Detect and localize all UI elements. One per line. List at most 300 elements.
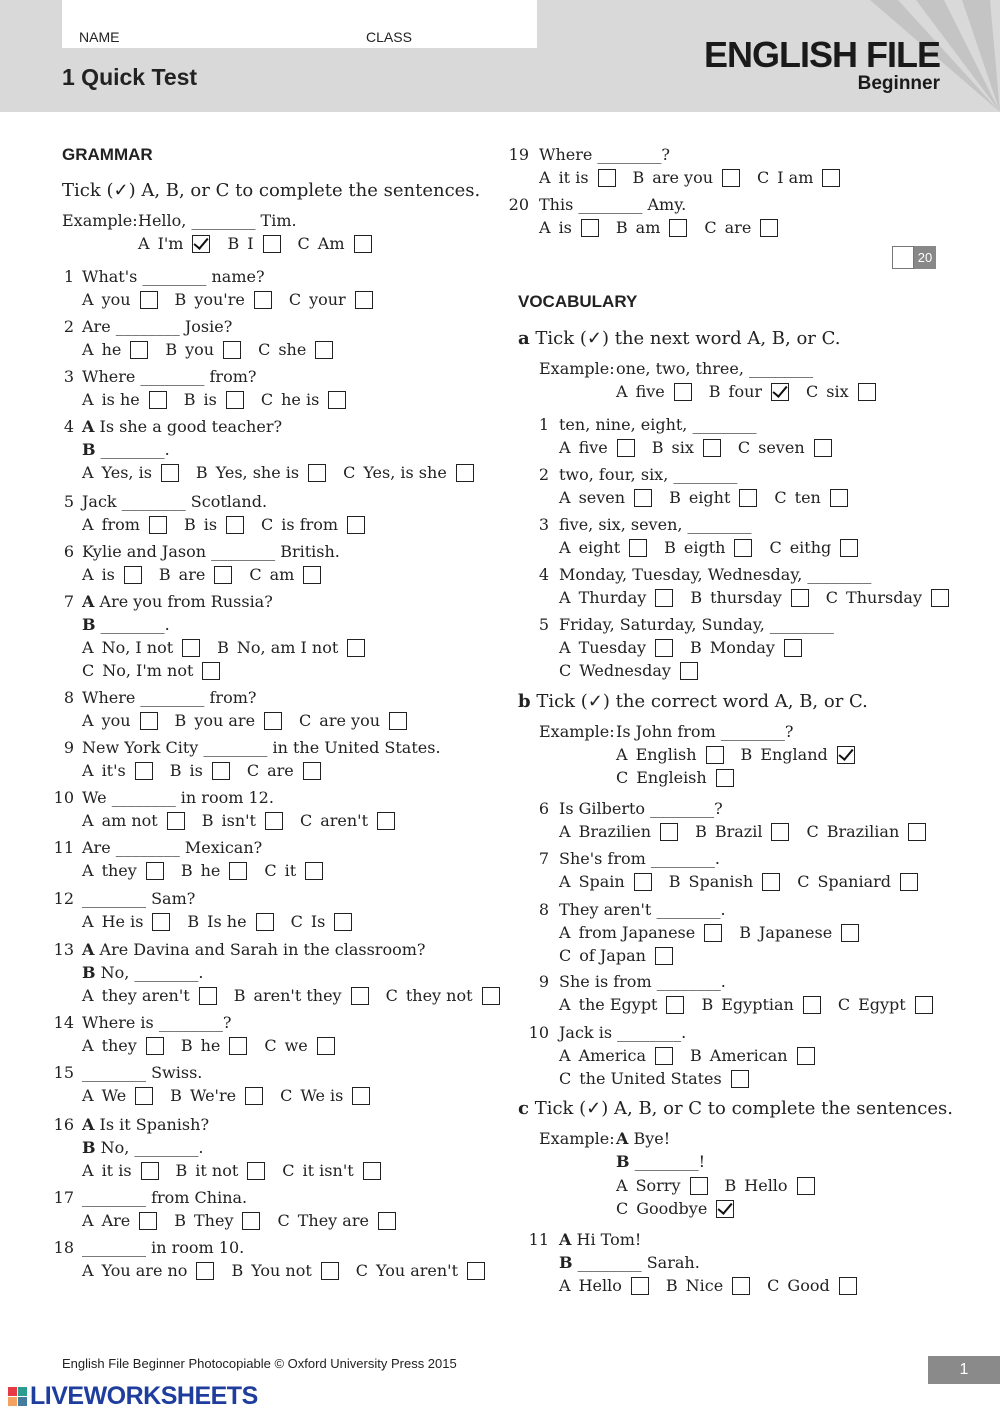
- grammar-q14-option-b[interactable]: [181, 1036, 248, 1056]
- vocab-c-instruction-text: Tick (✓) A, B, or C to complete the sentences.: [528, 1098, 953, 1119]
- grammar-q18-option-a[interactable]: [82, 1261, 214, 1281]
- checkbox-icon[interactable]: [212, 762, 230, 780]
- speaker-text: ________!: [629, 1152, 706, 1171]
- grammar-q2-option-c[interactable]: [258, 340, 333, 360]
- grammar-q13-option-a[interactable]: [82, 986, 217, 1006]
- grammar-q9-option-c[interactable]: [247, 761, 321, 781]
- checkbox-icon[interactable]: [629, 539, 647, 557]
- vocab-q2-option-c[interactable]: [774, 488, 847, 508]
- option-letter: B: [233, 986, 246, 1005]
- checked-checkbox-icon[interactable]: [837, 746, 855, 764]
- checkbox-icon[interactable]: [841, 924, 859, 942]
- checkbox-icon[interactable]: [631, 1277, 649, 1295]
- grammar-q1-option-a[interactable]: [82, 290, 158, 310]
- checkbox-icon[interactable]: [706, 746, 724, 764]
- grammar-q8-options: [82, 711, 424, 731]
- option-letter: A: [82, 761, 94, 780]
- option-text: Brazil: [714, 822, 763, 841]
- grammar-q13-option-b[interactable]: [234, 986, 369, 1006]
- checkbox-icon[interactable]: [739, 489, 757, 507]
- vocab-q4-options: [559, 588, 966, 608]
- checkbox-icon[interactable]: [617, 439, 635, 457]
- grammar-q2-option-a[interactable]: [82, 340, 148, 360]
- checkbox-icon[interactable]: [731, 1070, 749, 1088]
- option-text: Brazilien: [578, 822, 652, 841]
- vocab-a-example-option-a[interactable]: [616, 382, 692, 402]
- checkbox-icon[interactable]: [347, 639, 365, 657]
- grammar-example-option-a[interactable]: [138, 234, 210, 254]
- vocab-q2-option-b[interactable]: [669, 488, 757, 508]
- checkbox-icon[interactable]: [226, 391, 244, 409]
- vocab-q8-prompt: They aren't ________.: [559, 900, 726, 919]
- checkbox-icon[interactable]: [655, 639, 673, 657]
- checked-checkbox-icon[interactable]: [192, 235, 210, 253]
- grammar-q2-options: [82, 340, 350, 360]
- grammar-q7-option-a[interactable]: [82, 638, 200, 658]
- checkbox-icon[interactable]: [669, 219, 687, 237]
- option-letter: A: [616, 382, 628, 401]
- vocab-q8-option-b[interactable]: [739, 923, 859, 943]
- vocab-c-example-option-b[interactable]: [725, 1176, 815, 1196]
- grammar-q3-option-b[interactable]: [184, 390, 244, 410]
- checkbox-icon[interactable]: [182, 639, 200, 657]
- vocab-q5-option-b[interactable]: [690, 638, 802, 658]
- option-letter: A: [82, 711, 94, 730]
- checkbox-icon[interactable]: [256, 913, 274, 931]
- checkbox-icon[interactable]: [722, 169, 740, 187]
- vocab-a-instruction-text: Tick (✓) the next word A, B, or C.: [529, 328, 841, 349]
- checkbox-icon[interactable]: [762, 873, 780, 891]
- checkbox-icon[interactable]: [734, 539, 752, 557]
- grammar-q18-option-b[interactable]: [231, 1261, 338, 1281]
- option-text: it: [284, 861, 297, 880]
- option-letter: B: [183, 515, 196, 534]
- checkbox-icon[interactable]: [666, 996, 684, 1014]
- option-letter: A: [559, 588, 571, 607]
- checkbox-icon[interactable]: [598, 169, 616, 187]
- checkbox-icon[interactable]: [900, 873, 918, 891]
- checkbox-icon[interactable]: [264, 712, 282, 730]
- vocab-q4-option-c[interactable]: [826, 588, 949, 608]
- option-text: of Japan: [579, 946, 646, 965]
- vocab-q7-option-b[interactable]: [669, 872, 780, 892]
- option-letter: C: [343, 463, 356, 482]
- checkbox-icon[interactable]: [732, 1277, 750, 1295]
- vocab-b-instruction-text: Tick (✓) the correct word A, B, or C.: [530, 691, 868, 712]
- vocab-q5-option-a[interactable]: [559, 638, 673, 658]
- grammar-q11-option-b[interactable]: [181, 861, 248, 881]
- grammar-q6-option-a[interactable]: [82, 565, 142, 585]
- grammar-q14-option-c[interactable]: [264, 1036, 334, 1056]
- checkbox-icon[interactable]: [690, 1177, 708, 1195]
- grammar-q18-option-c[interactable]: [356, 1261, 485, 1281]
- vocab-q9-option-a[interactable]: [559, 995, 684, 1015]
- vocab-q6-options: [559, 822, 943, 842]
- checkbox-icon[interactable]: [660, 823, 678, 841]
- speaker-text: Are you from Russia?: [94, 592, 273, 611]
- vocab-q3-option-c[interactable]: [769, 538, 858, 558]
- vocab-q5-option-c[interactable]: [559, 661, 698, 681]
- grammar-q7-option-c[interactable]: [82, 661, 220, 681]
- grammar-q15-options: [82, 1086, 387, 1106]
- vocab-q7-option-a[interactable]: [559, 872, 652, 892]
- option-text: she: [278, 340, 307, 359]
- checkbox-icon[interactable]: [146, 1037, 164, 1055]
- option-text: they: [101, 861, 137, 880]
- score-entry[interactable]: [892, 246, 914, 269]
- checkbox-icon[interactable]: [167, 812, 185, 830]
- grammar-q4-option-b[interactable]: [196, 463, 326, 483]
- vocab-a-example-option-b[interactable]: [709, 382, 789, 402]
- checkbox-icon[interactable]: [214, 566, 232, 584]
- option-letter: B: [180, 1036, 193, 1055]
- vocab-q6-option-a[interactable]: [559, 822, 678, 842]
- grammar-q17-option-c[interactable]: [277, 1211, 395, 1231]
- checkbox-icon[interactable]: [308, 464, 326, 482]
- checkbox-icon[interactable]: [351, 987, 369, 1005]
- checkbox-icon[interactable]: [139, 1212, 157, 1230]
- checkbox-icon[interactable]: [680, 662, 698, 680]
- option-letter: B: [217, 638, 229, 657]
- option-letter: A: [559, 923, 571, 942]
- vocab-a-example-option-c[interactable]: [806, 382, 876, 402]
- vocab-q10-option-a[interactable]: [559, 1046, 673, 1066]
- vocab-c-example-line1: [616, 1129, 670, 1149]
- vocab-q1-option-a[interactable]: [559, 438, 635, 458]
- checkbox-icon[interactable]: [814, 439, 832, 457]
- vocab-c-example-option-c[interactable]: [616, 1199, 734, 1219]
- checkbox-icon[interactable]: [140, 291, 158, 309]
- checkbox-icon[interactable]: [254, 291, 272, 309]
- grammar-q12-option-b[interactable]: [187, 912, 273, 932]
- checkbox-icon[interactable]: [242, 1212, 260, 1230]
- grammar-q15-option-c[interactable]: [280, 1086, 370, 1106]
- grammar-q2-option-b[interactable]: [165, 340, 241, 360]
- vocab-a-instruction: [518, 328, 841, 349]
- vocab-q9-option-b[interactable]: [701, 995, 820, 1015]
- checkbox-icon[interactable]: [347, 516, 365, 534]
- grammar-q16-option-c[interactable]: [282, 1161, 380, 1181]
- checkbox-icon[interactable]: [355, 291, 373, 309]
- grammar-q11-option-a[interactable]: [82, 861, 164, 881]
- grammar-q15-option-b[interactable]: [170, 1086, 263, 1106]
- checkbox-icon[interactable]: [908, 823, 926, 841]
- checkbox-icon[interactable]: [858, 383, 876, 401]
- checkbox-icon[interactable]: [467, 1262, 485, 1280]
- checkbox-icon[interactable]: [354, 235, 372, 253]
- grammar-q5-option-b[interactable]: [184, 515, 244, 535]
- checkbox-icon[interactable]: [305, 862, 323, 880]
- grammar-q12-option-c[interactable]: [291, 912, 353, 932]
- checkbox-icon[interactable]: [797, 1177, 815, 1195]
- option-text: We're: [189, 1086, 237, 1105]
- grammar-q1-option-b[interactable]: [175, 290, 272, 310]
- option-text: four: [728, 382, 763, 401]
- checkbox-icon[interactable]: [124, 566, 142, 584]
- option-text: am: [635, 218, 661, 237]
- grammar-q20-option-c[interactable]: [704, 218, 778, 238]
- option-text: Brazilian: [826, 822, 900, 841]
- vocab-q11-option-a[interactable]: [559, 1276, 649, 1296]
- vocab-b-label: b: [518, 691, 531, 712]
- option-letter: C: [767, 1276, 780, 1295]
- option-letter: C: [837, 995, 851, 1014]
- option-letter: A: [559, 488, 571, 507]
- grammar-q12-prompt: ________ Sam?: [82, 889, 196, 908]
- checkbox-icon[interactable]: [223, 341, 241, 359]
- option-letter: C: [297, 234, 310, 253]
- grammar-q17-option-b[interactable]: [174, 1211, 260, 1231]
- vocab-b-example-prompt: Is John from ________?: [616, 722, 794, 741]
- checkbox-icon[interactable]: [931, 589, 949, 607]
- vocab-q1-option-c[interactable]: [738, 438, 832, 458]
- vocab-q10-prompt: Jack is ________.: [559, 1023, 687, 1042]
- checkbox-icon[interactable]: [634, 873, 652, 891]
- grammar-q5-option-a[interactable]: [82, 515, 167, 535]
- speaker-label: A: [82, 592, 95, 611]
- checkbox-icon[interactable]: [771, 823, 789, 841]
- grammar-q16-option-a[interactable]: [82, 1161, 159, 1181]
- checkbox-icon[interactable]: [784, 639, 802, 657]
- grammar-q3-option-a[interactable]: [82, 390, 167, 410]
- checkbox-icon[interactable]: [303, 762, 321, 780]
- checkbox-icon[interactable]: [229, 1037, 247, 1055]
- grammar-q4-option-c[interactable]: [343, 463, 474, 483]
- grammar-q9-number: 9: [63, 738, 74, 757]
- checkbox-icon[interactable]: [482, 987, 500, 1005]
- vocab-q4-option-b[interactable]: [690, 588, 808, 608]
- checkbox-icon[interactable]: [797, 1047, 815, 1065]
- checkbox-icon[interactable]: [839, 1277, 857, 1295]
- checkbox-icon[interactable]: [634, 489, 652, 507]
- checkbox-icon[interactable]: [141, 1162, 159, 1180]
- vocab-q10-option-c[interactable]: [559, 1069, 749, 1089]
- option-letter: C: [757, 168, 770, 187]
- grammar-q6-option-b[interactable]: [159, 565, 232, 585]
- checkbox-icon[interactable]: [265, 812, 283, 830]
- grammar-q8-option-b[interactable]: [175, 711, 282, 731]
- grammar-q14-option-a[interactable]: [82, 1036, 164, 1056]
- option-text: They are: [297, 1211, 369, 1230]
- checkbox-icon[interactable]: [135, 762, 153, 780]
- checkbox-icon[interactable]: [130, 341, 148, 359]
- grammar-q19-option-a[interactable]: [539, 168, 616, 188]
- option-letter: C: [825, 588, 839, 607]
- checked-checkbox-icon[interactable]: [771, 383, 789, 401]
- option-text: You not: [251, 1261, 312, 1280]
- grammar-q9-option-a[interactable]: [82, 761, 153, 781]
- checkbox-icon[interactable]: [334, 913, 352, 931]
- speaker-label: B: [559, 1253, 573, 1272]
- grammar-q20-option-a[interactable]: [539, 218, 599, 238]
- vocab-b-example-option-a[interactable]: [616, 745, 724, 765]
- checkbox-icon[interactable]: [674, 383, 692, 401]
- checked-checkbox-icon[interactable]: [716, 1200, 734, 1218]
- checkbox-icon[interactable]: [830, 489, 848, 507]
- speaker-label: B: [82, 440, 96, 459]
- grammar-q10-option-c[interactable]: [300, 811, 395, 831]
- checkbox-icon[interactable]: [146, 862, 164, 880]
- option-letter: A: [82, 986, 94, 1005]
- checkbox-icon[interactable]: [655, 947, 673, 965]
- speaker-text: Hi Tom!: [571, 1230, 642, 1249]
- checkbox-icon[interactable]: [915, 996, 933, 1014]
- vocab-c-example-options: [616, 1199, 751, 1219]
- vocab-c-example-option-a[interactable]: [616, 1176, 708, 1196]
- grammar-q7-option-b[interactable]: [217, 638, 365, 658]
- grammar-q3-option-c[interactable]: [261, 390, 346, 410]
- speaker-text: Bye!: [628, 1129, 671, 1148]
- grammar-q11-option-c[interactable]: [264, 861, 323, 881]
- checkbox-icon[interactable]: [704, 924, 722, 942]
- option-letter: B: [739, 923, 751, 942]
- vocab-q11-option-c[interactable]: [767, 1276, 857, 1296]
- speaker-label: B: [82, 1138, 96, 1157]
- checkbox-icon[interactable]: [317, 1037, 335, 1055]
- grammar-example-option-b[interactable]: [227, 234, 280, 254]
- grammar-q8-option-c[interactable]: [299, 711, 407, 731]
- grammar-q19-option-b[interactable]: [633, 168, 740, 188]
- option-letter: B: [170, 1086, 182, 1105]
- grammar-q19-number: 19: [508, 145, 529, 164]
- option-text: Japanese: [758, 923, 833, 942]
- checkbox-icon[interactable]: [152, 913, 170, 931]
- grammar-q8-option-a[interactable]: [82, 711, 158, 731]
- name-class-box[interactable]: [62, 0, 537, 48]
- vocab-q9-option-c[interactable]: [838, 995, 933, 1015]
- option-letter: C: [249, 565, 262, 584]
- grammar-q15-option-a[interactable]: [82, 1086, 153, 1106]
- option-text: seven: [578, 488, 626, 507]
- grammar-q9-option-b[interactable]: [170, 761, 230, 781]
- vocab-q10-option-b[interactable]: [690, 1046, 815, 1066]
- checkbox-icon[interactable]: [378, 1212, 396, 1230]
- grammar-q9-prompt: New York City ________ in the United States.: [82, 738, 441, 757]
- checkbox-icon[interactable]: [196, 1262, 214, 1280]
- checkbox-icon[interactable]: [760, 219, 778, 237]
- vocab-q8-option-a[interactable]: [559, 923, 722, 943]
- checkbox-icon[interactable]: [791, 589, 809, 607]
- grammar-q20-option-b[interactable]: [616, 218, 687, 238]
- checkbox-icon[interactable]: [321, 1262, 339, 1280]
- checkbox-icon[interactable]: [822, 169, 840, 187]
- grammar-q16-option-b[interactable]: [176, 1161, 266, 1181]
- vocab-b-example-option-c[interactable]: [616, 768, 734, 788]
- checkbox-icon[interactable]: [263, 235, 281, 253]
- vocab-a-example-options: [616, 382, 893, 402]
- checkbox-icon[interactable]: [149, 516, 167, 534]
- checkbox-icon[interactable]: [245, 1087, 263, 1105]
- option-text: Thurday: [578, 588, 647, 607]
- grammar-example-option-c[interactable]: [298, 234, 372, 254]
- checkbox-icon[interactable]: [655, 589, 673, 607]
- option-text: six: [671, 438, 694, 457]
- checkbox-icon[interactable]: [140, 712, 158, 730]
- checkbox-icon[interactable]: [803, 996, 821, 1014]
- vocab-q8-option-c[interactable]: [559, 946, 673, 966]
- grammar-q10-option-a[interactable]: [82, 811, 185, 831]
- checkbox-icon[interactable]: [247, 1162, 265, 1180]
- checkbox-icon[interactable]: [703, 439, 721, 457]
- grammar-q12-option-a[interactable]: [82, 912, 170, 932]
- checkbox-icon[interactable]: [716, 769, 734, 787]
- checkbox-icon[interactable]: [581, 219, 599, 237]
- grammar-q1-option-c[interactable]: [289, 290, 373, 310]
- checkbox-icon[interactable]: [328, 391, 346, 409]
- vocab-q11-option-b[interactable]: [666, 1276, 750, 1296]
- grammar-q10-options: [82, 811, 412, 831]
- checkbox-icon[interactable]: [655, 1047, 673, 1065]
- option-letter: A: [138, 234, 150, 253]
- vocab-q6-option-b[interactable]: [695, 822, 789, 842]
- option-text: are: [178, 565, 206, 584]
- checkbox-icon[interactable]: [202, 662, 220, 680]
- option-letter: C: [385, 986, 398, 1005]
- option-letter: A: [539, 168, 551, 187]
- grammar-q4-option-a[interactable]: [82, 463, 179, 483]
- grammar-q17-option-a[interactable]: [82, 1211, 157, 1231]
- checkbox-icon[interactable]: [199, 987, 217, 1005]
- checkbox-icon[interactable]: [352, 1087, 370, 1105]
- option-letter: B: [169, 761, 182, 780]
- option-text: eithg: [789, 538, 832, 557]
- vocab-q3-option-b[interactable]: [664, 538, 752, 558]
- speaker-text: Is she a good teacher?: [94, 417, 283, 436]
- checkbox-icon[interactable]: [149, 391, 167, 409]
- vocab-b-example-option-b[interactable]: [741, 745, 855, 765]
- grammar-q4-prompt: [82, 440, 170, 460]
- grammar-q10-option-b[interactable]: [202, 811, 283, 831]
- option-letter: B: [231, 1261, 244, 1280]
- vocab-q5-options: [559, 661, 715, 681]
- vocab-q7-number: 7: [538, 849, 549, 868]
- vocab-q7-option-c[interactable]: [797, 872, 918, 892]
- checkbox-icon[interactable]: [135, 1087, 153, 1105]
- option-text: I am: [777, 168, 814, 187]
- option-text: am: [269, 565, 295, 584]
- checkbox-icon[interactable]: [377, 812, 395, 830]
- grammar-q6-option-c[interactable]: [249, 565, 321, 585]
- checkbox-icon[interactable]: [456, 464, 474, 482]
- checkbox-icon[interactable]: [161, 464, 179, 482]
- checkbox-icon[interactable]: [229, 862, 247, 880]
- checkbox-icon[interactable]: [363, 1162, 381, 1180]
- grammar-q19-option-c[interactable]: [757, 168, 840, 188]
- vocab-q3-option-a[interactable]: [559, 538, 647, 558]
- speaker-text: No, ________.: [95, 963, 204, 982]
- checkbox-icon[interactable]: [315, 341, 333, 359]
- option-text: Nice: [685, 1276, 724, 1295]
- checkbox-icon[interactable]: [226, 516, 244, 534]
- grammar-q12-options: [82, 912, 369, 932]
- checkbox-icon[interactable]: [840, 539, 858, 557]
- option-letter: B: [695, 822, 707, 841]
- option-text: is: [203, 390, 217, 409]
- option-letter: B: [651, 438, 664, 457]
- vocab-q2-option-a[interactable]: [559, 488, 652, 508]
- vocab-q4-option-a[interactable]: [559, 588, 673, 608]
- grammar-q13-option-c[interactable]: [386, 986, 500, 1006]
- grammar-q6-prompt: Kylie and Jason ________ British.: [82, 542, 340, 561]
- vocab-q6-option-c[interactable]: [806, 822, 926, 842]
- grammar-q5-option-c[interactable]: [261, 515, 365, 535]
- grammar-q11-prompt: Are ________ Mexican?: [82, 838, 263, 857]
- checkbox-icon[interactable]: [389, 712, 407, 730]
- option-letter: B: [664, 538, 676, 557]
- option-text: We is: [300, 1086, 344, 1105]
- checkbox-icon[interactable]: [303, 566, 321, 584]
- vocab-q1-option-b[interactable]: [652, 438, 721, 458]
